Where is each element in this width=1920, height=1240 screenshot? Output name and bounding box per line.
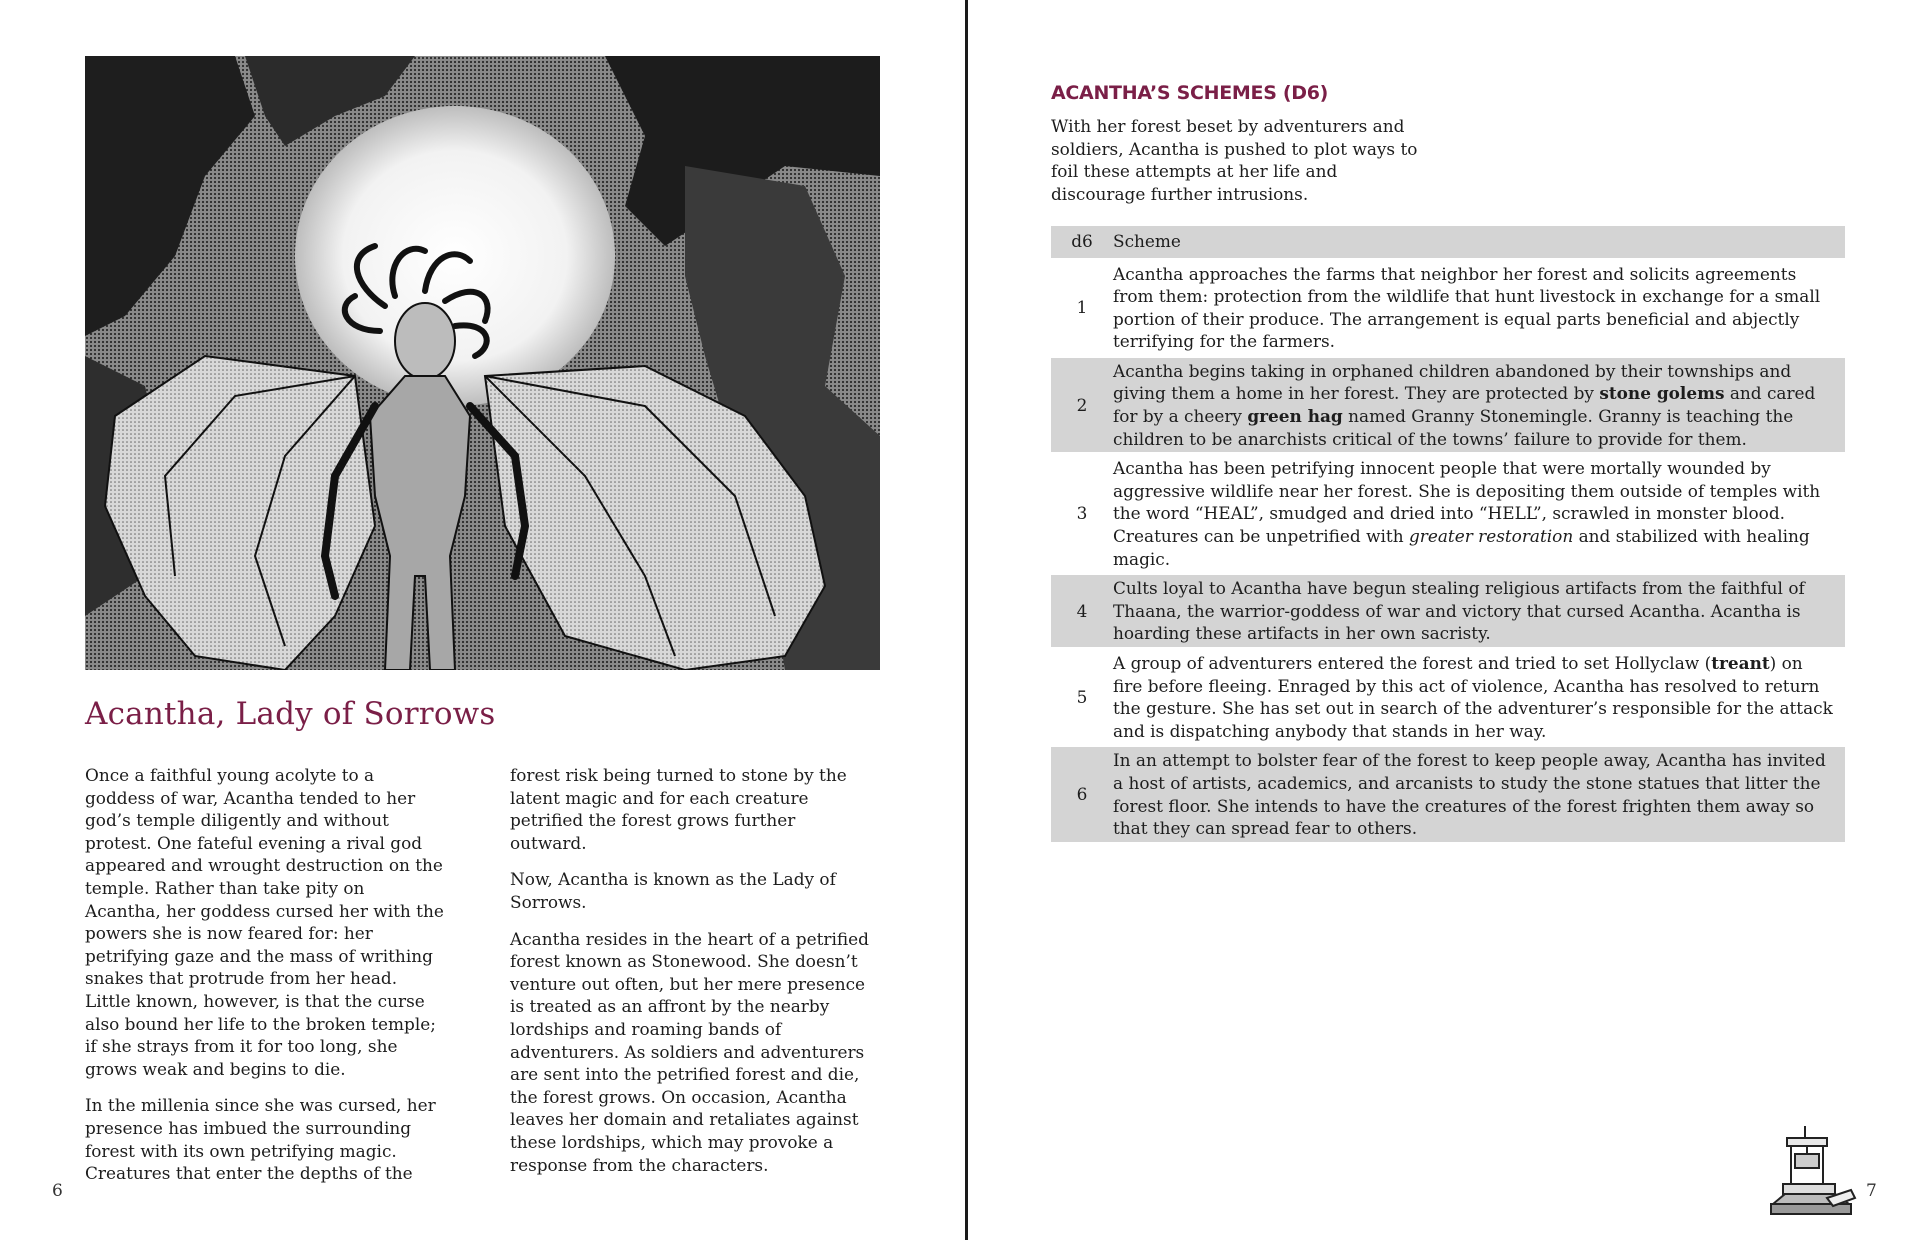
- scheme-cell: [1113, 454, 1845, 574]
- roll-cell: 3: [1076, 503, 1088, 524]
- page-title: Acantha, Lady of Sorrows: [85, 696, 496, 732]
- header-roll: d6: [1071, 231, 1093, 252]
- scheme-cell: In an attempt to bolster fear of the forest to keep people away, Acantha has invited a host of artists, academics, and arcanists to study the stone statues that litter the forest floor. She intends to have the creatures of the forest frighten them away so that they can spread fear to others.: [1113, 750, 1826, 839]
- page-number-left: 6: [52, 1181, 63, 1201]
- schemes-table: [1051, 226, 1845, 842]
- scheme-text: Acantha begins taking in orphaned children abandoned by their townships and giving them a home in her forest. They are protected by: [1113, 360, 1792, 404]
- paragraph: forest risk being turned to stone by the latent magic and for each creature petrified the forest grows further outward.: [510, 765, 847, 853]
- roll-cell: 1: [1076, 297, 1088, 318]
- paragraph: Now, Acantha is known as the Lady of Sorrows.: [510, 869, 836, 912]
- creature-name: green hag: [1247, 406, 1343, 427]
- section-intro: With her forest beset by adventurers and soldiers, Acantha is pushed to plot ways to foil these attempts at her life and discourage further intrusions.: [1051, 116, 1418, 204]
- scheme-cell: [1113, 356, 1845, 453]
- table-row: [1051, 259, 1845, 356]
- scheme-cell: [1113, 649, 1845, 746]
- body-column-1: [85, 764, 445, 1199]
- creature-name: stone golems: [1599, 383, 1725, 404]
- table-row: [1051, 746, 1845, 842]
- scheme-text: Acantha has been petrifying innocent people that were mortally wounded by aggressive wildlife near her forest. She is depositing them outside of temples with the word “HEAL”, smudged and dried into “HELL”, scrawled in monster blood. Creatures can be unpetrified with: [1113, 458, 1821, 547]
- roll-cell: 4: [1076, 600, 1088, 621]
- roll-cell: 5: [1076, 686, 1088, 707]
- table-row: [1051, 649, 1845, 746]
- printing-press-icon: [1765, 1124, 1857, 1220]
- section-title: ACANTHA’S SCHEMES (D6): [1051, 82, 1329, 104]
- paragraph: Once a faithful young acolyte to a goddess of war, Acantha tended to her god’s temple diligently and without protest. One fateful evening a rival god appeared and wrought destruction on the temple. Rather than take pity on Acantha, her goddess cursed her with the powers she is now feared for: her petrifying gaze and the mass of writhing snakes that protrude from her head. Little known, however, is that the curse also bound her life to the broken temple; if she strays from it for too long, she grows weak and begins to die.: [85, 765, 444, 1079]
- table-row: [1051, 574, 1845, 649]
- page-divider: [965, 0, 968, 1240]
- scheme-cell: Cults loyal to Acantha have begun stealing religious artifacts from the faithful of Thaana, the warrior-goddess of war and victory that cursed Acantha. Acantha is hoarding these artifacts in her own sacristy.: [1113, 578, 1805, 644]
- header-scheme: Scheme: [1113, 231, 1181, 252]
- paragraph: In the millenia since she was cursed, her presence has imbued the surrounding forest with its own petrifying magic. Creatures that enter the depths of the: [85, 1095, 436, 1184]
- table-row: [1051, 454, 1845, 574]
- scheme-text: named Granny Stonemingle. Granny is teaching the children to be anarchists critical of the towns’ failure to provide for them.: [1113, 406, 1794, 449]
- scheme-text: A group of adventurers entered the forest and tried to set Hollyclaw (: [1113, 653, 1712, 673]
- roll-cell: 2: [1076, 394, 1088, 415]
- scheme-cell: Acantha approaches the farms that neighbor her forest and solicits agreements from them: protection from the wildlife that hunt livestock in exchange for a small portion of their produce. The arrangement is equal parts beneficial and abjectly terrifying for the farmers.: [1113, 263, 1821, 352]
- scheme-text: and cared for by a cheery: [1113, 383, 1816, 427]
- table-row: [1051, 356, 1845, 453]
- creature-name: treant: [1711, 653, 1770, 673]
- paragraph: Acantha resides in the heart of a petrified forest known as Stonewood. She doesn’t venture out often, but her mere presence is treated as an affront by the nearby lordships and roaming bands of adventurers. As soldiers and adventurers are sent into the petrified forest and die, the forest grows. On occasion, Acantha leaves her domain and retaliates against these lordships, which may provoke a response from the characters.: [510, 928, 869, 1175]
- scheme-text: ) on fire before fleeing. Enraged by this act of violence, Acantha has resolved to return the gesture. She has set out in search of the adventurer’s responsible for the attack and is dispatching anybody that stands in her way.: [1113, 653, 1833, 741]
- medusa-illustration: [85, 56, 880, 670]
- scheme-text: and stabilized with healing magic.: [1113, 526, 1810, 569]
- table-header-row: [1051, 226, 1845, 259]
- page-number-right: 7: [1866, 1181, 1877, 1201]
- body-column-2: [510, 764, 870, 1190]
- roll-cell: 6: [1076, 784, 1088, 805]
- spell-name: greater restoration: [1408, 526, 1574, 547]
